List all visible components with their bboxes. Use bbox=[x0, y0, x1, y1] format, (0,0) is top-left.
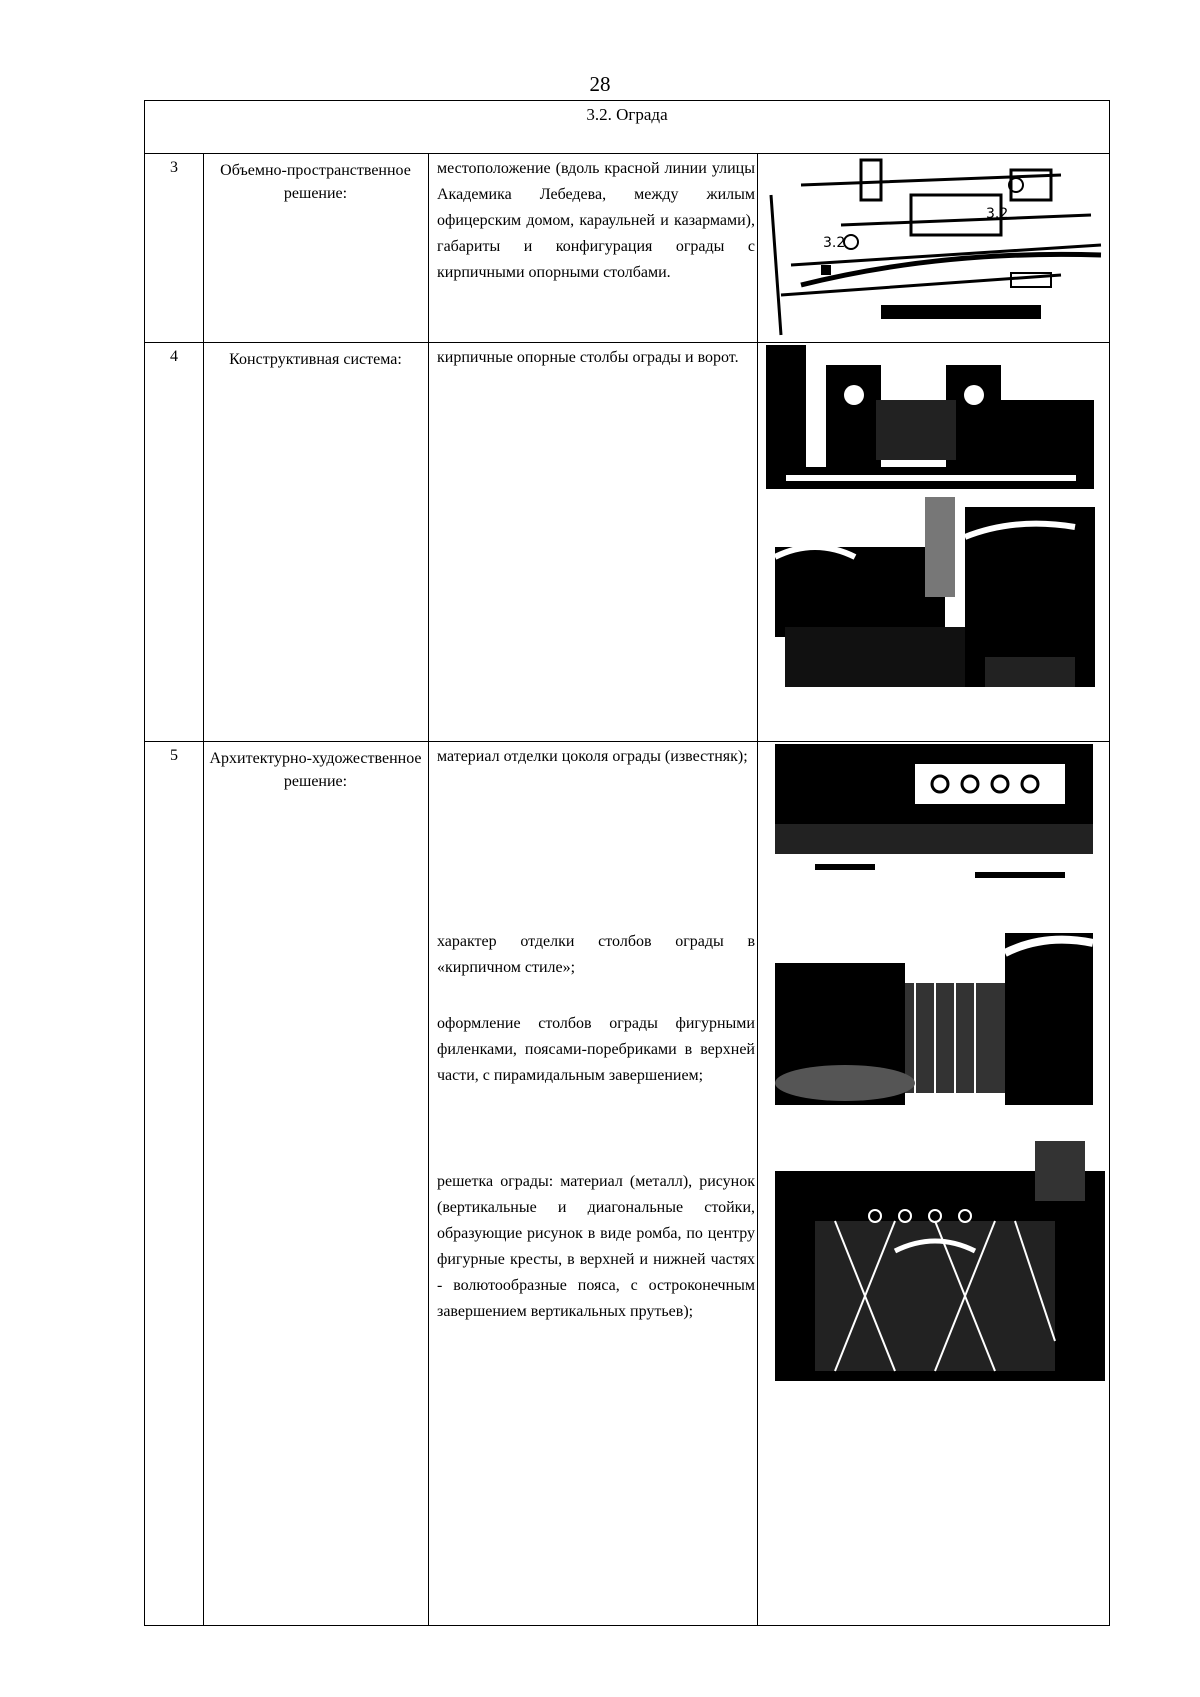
column-divider bbox=[428, 153, 429, 1625]
page-number: 28 bbox=[589, 72, 611, 96]
fence-plinth-photo bbox=[775, 744, 1093, 892]
row-number: 3 bbox=[170, 159, 178, 176]
row-divider bbox=[145, 153, 1109, 154]
row-divider bbox=[145, 741, 1109, 742]
row-description: кирпичные опорные столбы ограды и ворот. bbox=[437, 349, 739, 366]
row-description: материал отделки цоколя ограды (известняк); bbox=[437, 748, 748, 765]
row-description: характер отделки столбов ограды в «кирпичном стиле»; bbox=[437, 933, 755, 976]
row-label: Архитектурно-художественное решение: bbox=[209, 750, 422, 790]
row-label: Конструктивная система: bbox=[229, 351, 402, 368]
column-divider bbox=[757, 153, 758, 1625]
row-description: решетка ограды: материал (металл), рисунок (вертикальные и диагональные стойки, образующие рисунок в виде ромба, по центру фигурные кресты, в верхней и нижней частях - волютообразные пояса, с остроконечным завершением вертикальных прутьев); bbox=[437, 1173, 755, 1320]
site-plan-label: 3.2 bbox=[986, 206, 1009, 222]
section-title: 3.2. Ограда bbox=[586, 105, 668, 124]
column-divider bbox=[203, 153, 204, 1625]
gate-pillars-photo bbox=[766, 345, 1094, 489]
fence-street-photo bbox=[775, 497, 1095, 707]
row-label: Объемно-пространственное решение: bbox=[220, 162, 411, 202]
row-number: 4 bbox=[170, 348, 178, 365]
pillar-decor-photo bbox=[775, 923, 1093, 1105]
fence-grille-photo bbox=[775, 1141, 1105, 1407]
row-divider bbox=[145, 342, 1109, 343]
heritage-table bbox=[144, 100, 1110, 1626]
row-description: оформление столбов ограды фигурными филенками, поясами-поребриками в верхней части, с пирамидальным завершением; bbox=[437, 1015, 755, 1084]
site-plan-image bbox=[761, 155, 1109, 339]
site-plan-label: 3.2 bbox=[823, 235, 846, 251]
row-number: 5 bbox=[170, 747, 178, 764]
row-description: местоположение (вдоль красной линии улицы Академика Лебедева, между жилым офицерским домом, караульней и казармами), габариты и конфигурация ограды с кирпичными опорными столбами. bbox=[437, 160, 755, 281]
